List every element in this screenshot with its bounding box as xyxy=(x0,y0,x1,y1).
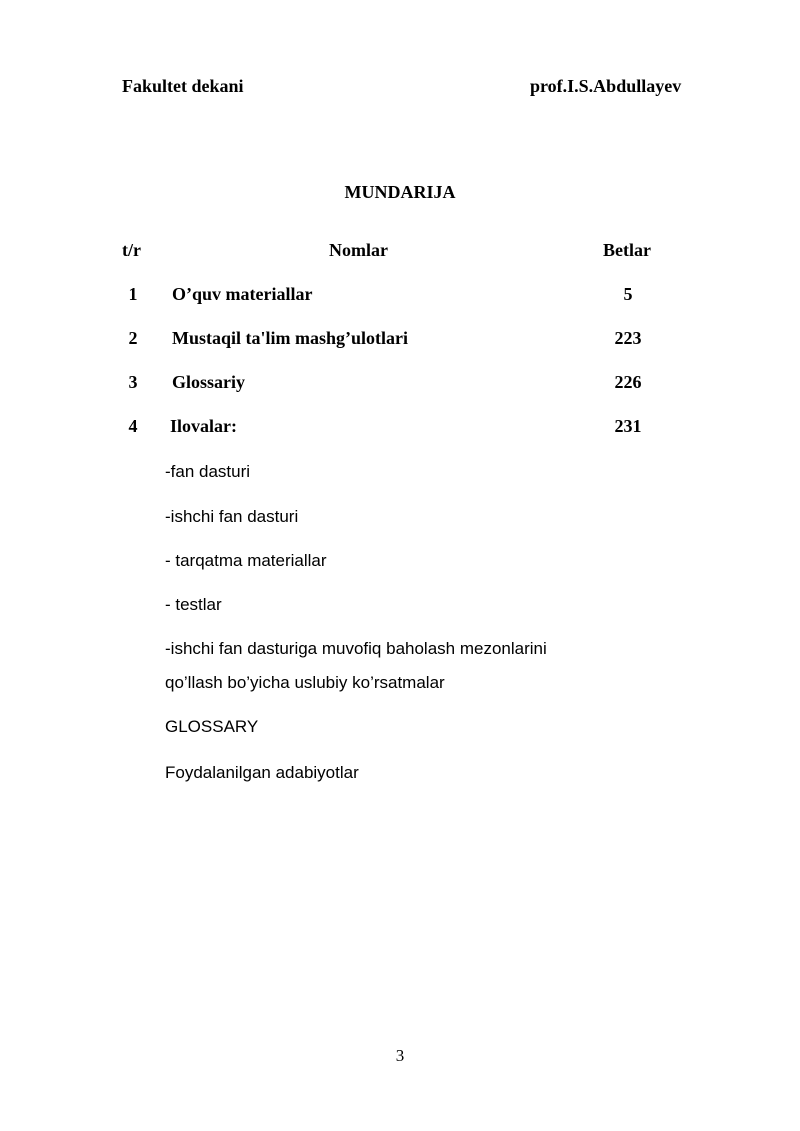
appendix-item: Foydalanilgan adabiyotlar xyxy=(165,763,359,782)
appendix-item: GLOSSARY xyxy=(165,717,259,736)
toc-row-name: Glossariy xyxy=(172,372,246,392)
toc-row-number: 3 xyxy=(128,372,138,392)
toc-row-number: 4 xyxy=(128,416,138,436)
column-header-name: Nomlar xyxy=(329,240,388,260)
column-header-number: t/r xyxy=(122,240,141,260)
toc-title: MUNDARIJA xyxy=(344,182,456,202)
toc-row-name: Mustaqil ta'lim mashg’ulotlari xyxy=(172,328,409,348)
toc-row-page: 231 xyxy=(614,416,642,436)
dean-label: Fakultet dekani xyxy=(122,76,244,96)
appendix-item-continuation: qo’llash bo’yicha uslubiy ko’rsatmalar xyxy=(165,673,445,692)
appendix-item: -ishchi fan dasturi xyxy=(165,507,299,526)
dean-name: prof.I.S.Abdullayev xyxy=(530,76,682,96)
toc-row-number: 1 xyxy=(128,284,138,304)
appendix-item: - testlar xyxy=(165,595,222,614)
page-number: 3 xyxy=(395,1046,405,1065)
toc-row-name: Ilovalar: xyxy=(170,416,237,436)
toc-row-number: 2 xyxy=(128,328,138,348)
toc-row-name: O’quv materiallar xyxy=(172,284,313,304)
toc-row-page: 5 xyxy=(623,284,633,304)
column-header-page: Betlar xyxy=(603,240,651,260)
toc-row-page: 223 xyxy=(614,328,642,348)
appendix-item: - tarqatma materiallar xyxy=(165,551,327,570)
appendix-item: -fan dasturi xyxy=(165,462,251,481)
appendix-item: -ishchi fan dasturiga muvofiq baholash mezonlarini xyxy=(165,639,547,658)
toc-row-page: 226 xyxy=(614,372,642,392)
